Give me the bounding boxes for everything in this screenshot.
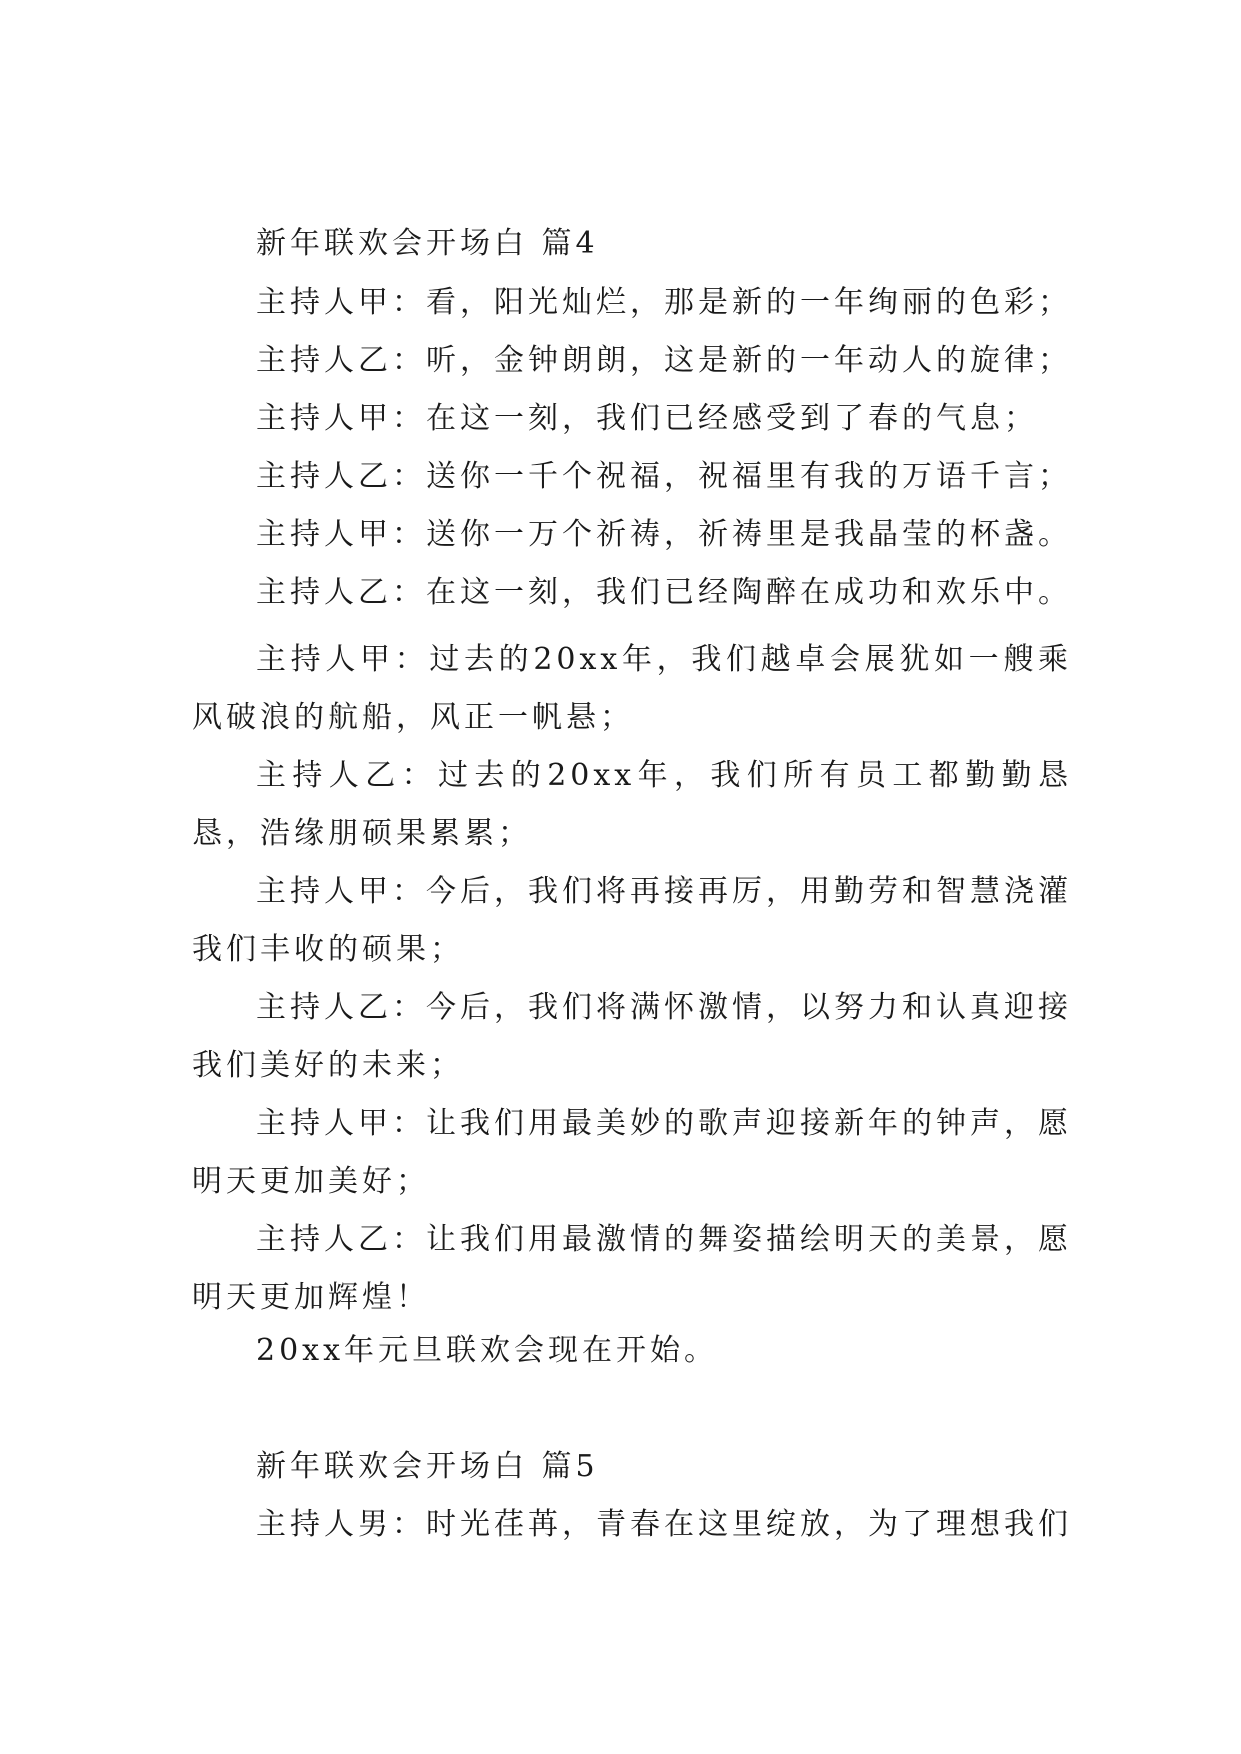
paragraph: 主持人甲：过去的20xx年，我们越卓会展犹如一艘乘风破浪的航船，风正一帆悬； bbox=[192, 642, 1072, 735]
paragraph: 主持人甲：让我们用最美妙的歌声迎接新年的钟声，愿明天更加美好； bbox=[192, 1106, 1072, 1199]
paragraph: 主持人乙：让我们用最激情的舞姿描绘明天的美景，愿明天更加辉煌！ bbox=[192, 1222, 1072, 1315]
paragraph: 主持人乙：今后，我们将满怀激情，以努力和认真迎接我们美好的未来； bbox=[192, 990, 1072, 1083]
paragraph: 主持人乙：过去的20xx年，我们所有员工都勤勤恳恳，浩缘朋硕果累累； bbox=[192, 758, 1072, 851]
paragraph: 主持人乙：送你一千个祝福，祝福里有我的万语千言； bbox=[256, 459, 1072, 494]
section-title: 新年联欢会开场白 篇5 bbox=[256, 1449, 599, 1484]
paragraph: 主持人男：时光荏苒，青春在这里绽放，为了理想我们 bbox=[256, 1507, 1072, 1542]
paragraph: 主持人甲：看，阳光灿烂，那是新的一年绚丽的色彩； bbox=[256, 285, 1072, 320]
paragraph: 主持人甲：送你一万个祈祷，祈祷里是我晶莹的杯盏。 bbox=[256, 517, 1072, 552]
paragraph: 20xx年元旦联欢会现在开始。 bbox=[256, 1333, 719, 1368]
paragraph: 主持人甲：今后，我们将再接再厉，用勤劳和智慧浇灌我们丰收的硕果； bbox=[192, 874, 1072, 967]
paragraph: 主持人甲：在这一刻，我们已经感受到了春的气息； bbox=[256, 401, 1038, 436]
section-title: 新年联欢会开场白 篇4 bbox=[256, 226, 599, 261]
paragraph: 主持人乙：听，金钟朗朗，这是新的一年动人的旋律； bbox=[256, 343, 1072, 378]
paragraph: 主持人乙：在这一刻，我们已经陶醉在成功和欢乐中。 bbox=[256, 575, 1072, 610]
